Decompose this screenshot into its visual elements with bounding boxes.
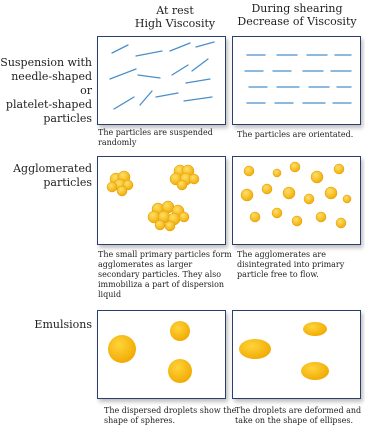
primary-particle (244, 166, 254, 176)
suspension-rest-panel (97, 36, 226, 125)
suspension-label-line1: Suspension with (0, 56, 92, 69)
needle (112, 45, 128, 53)
primary-particle (117, 186, 127, 196)
suspension-label (0, 56, 92, 126)
agglomerated-label (0, 162, 92, 190)
agglomerated-rest-caption: The small primary particles form agglomerates as larger secondary particles. They also immobiliza a part of dispersion liquid (98, 250, 232, 299)
rest-header-line1: At rest (156, 4, 194, 17)
agglomerated-label-line2: particles (43, 176, 92, 189)
needle (140, 91, 152, 105)
emulsions-shear-caption: The droplets are deformed and take on the shape of ellipses. (235, 406, 362, 425)
primary-particle (311, 171, 323, 183)
needle (196, 42, 214, 47)
droplet (168, 359, 192, 383)
emulsions-label: Emulsions (34, 318, 92, 331)
primary-particle (272, 208, 282, 218)
shear-header-line2: Decrease of Viscosity (237, 15, 357, 28)
rest-header (110, 4, 240, 30)
primary-particle (262, 184, 272, 194)
agglomerates (98, 157, 224, 243)
needle (184, 97, 212, 101)
primary-particle (336, 218, 346, 228)
emulsions-rest-caption: The dispersed droplets show the shape of spheres. (104, 406, 237, 425)
rest-header-line2: High Viscosity (134, 17, 216, 30)
droplet (303, 322, 327, 336)
primary-particle (334, 164, 344, 174)
primary-particle (292, 216, 302, 226)
primary-particle (290, 162, 300, 172)
primary-particle (177, 180, 187, 190)
needle (172, 65, 188, 75)
needle (138, 75, 160, 78)
primary-particle (343, 195, 351, 203)
random-needles (98, 37, 224, 123)
needle (136, 51, 162, 56)
suspension-label-line4: particles (43, 112, 92, 125)
primary-particle (250, 212, 260, 222)
needle (156, 93, 178, 97)
agglomerated-label-line1: Agglomerated (13, 162, 92, 175)
agglomerated-rest-panel (97, 156, 226, 245)
primary-particle (189, 174, 199, 184)
needle (114, 97, 134, 109)
needle (186, 79, 210, 83)
primary-particle (241, 189, 253, 201)
emulsions-shear-panel (232, 310, 361, 399)
oriented-needles (233, 37, 359, 123)
ellipse-droplets (233, 311, 359, 397)
needle (192, 59, 208, 71)
primary-particle (155, 220, 165, 230)
suspension-label-line3: platelet-shaped (5, 98, 92, 111)
spherical-droplets (98, 311, 224, 397)
primary-particle (283, 187, 295, 199)
primary-particle (304, 194, 314, 204)
suspension-rest-caption: The particles are suspended randomly (98, 128, 213, 147)
primary-particle (179, 212, 189, 222)
agglomerated-shear-panel (232, 156, 361, 245)
primary-particle (107, 182, 117, 192)
droplet (108, 335, 136, 363)
droplet (239, 339, 271, 359)
primary-particle (325, 187, 337, 199)
agglomerated-shear-caption: The agglomerates are disintegrated into primary particle free to flow. (237, 250, 345, 279)
free-particles (233, 157, 359, 243)
primary-particle (273, 169, 281, 177)
suspension-shear-caption: The particles are orientated. (237, 130, 354, 139)
needle (110, 69, 136, 79)
primary-particle (316, 212, 326, 222)
needle (170, 43, 190, 51)
droplet (170, 321, 190, 341)
primary-particle (165, 221, 175, 231)
droplet (301, 362, 329, 380)
suspension-label-line2: needle-shaped or (11, 70, 92, 97)
shear-header (232, 2, 362, 28)
shear-header-line1: During shearing (251, 2, 343, 15)
emulsions-rest-panel (97, 310, 226, 399)
suspension-shear-panel (232, 36, 361, 125)
